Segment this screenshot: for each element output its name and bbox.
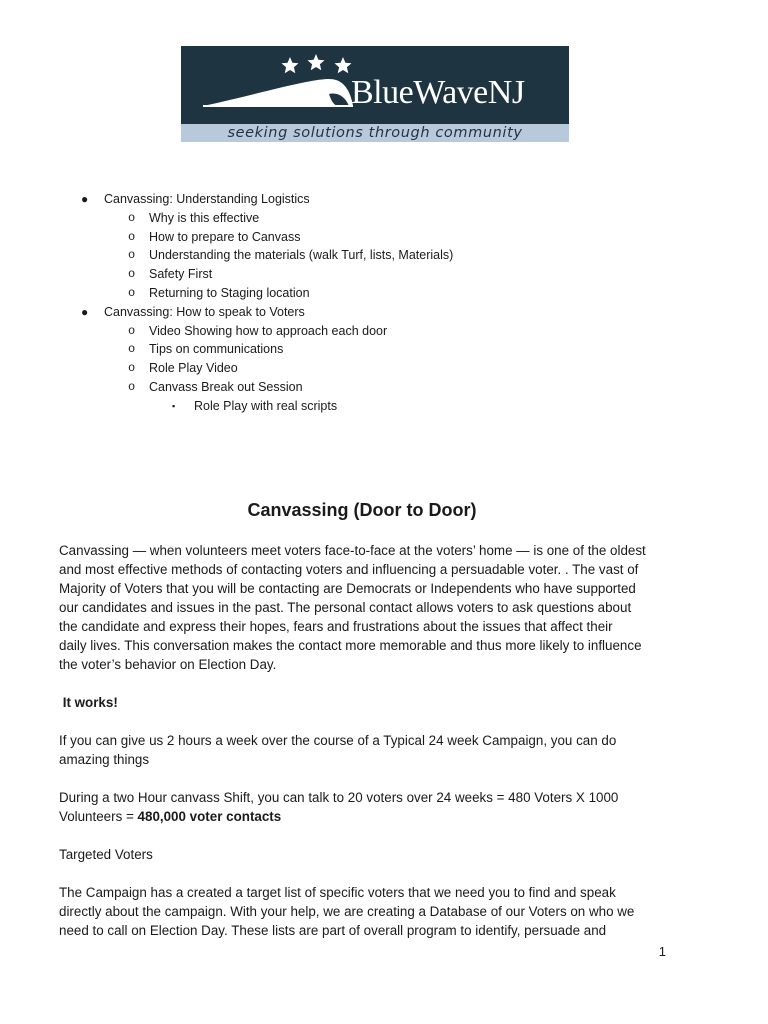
page-number: 1 <box>658 944 666 959</box>
outline-item-text: Canvassing: How to speak to Voters <box>104 304 305 319</box>
text-line: directly about the campaign. With your help, we are creating a Database of our Voters on who we <box>59 904 635 919</box>
text-line: It works! <box>59 695 118 710</box>
text-line: If you can give us 2 hours a week over the course of a Typical 24 week Campaign, you can do <box>59 733 617 748</box>
circle-bullet-icon: o <box>128 323 136 338</box>
text-line: amazing things <box>59 752 150 767</box>
intro-paragraph <box>59 541 719 674</box>
outline-subitem-text: Tips on communications <box>149 342 284 357</box>
text-line: the voter’s behavior on Election Day. <box>59 657 277 672</box>
hours-paragraph <box>59 731 719 769</box>
text-line: our candidates and issues in the past. The personal contact allows voters to ask questions about <box>59 600 632 615</box>
bullet-icon: ● <box>81 304 89 319</box>
outline-subitem <box>0 340 768 359</box>
outline-subitem-text: How to prepare to Canvass <box>149 229 301 244</box>
outline-subitem <box>0 322 768 341</box>
text-line: the candidate and express their hopes, fears and frustrations about the issues that affect their <box>59 619 613 634</box>
circle-bullet-icon: o <box>128 285 136 300</box>
text-line: Targeted Voters <box>59 847 153 862</box>
logo-tagline: seeking solutions through community <box>227 125 523 141</box>
text-line: need to call on Election Day. These lists are part of overall program to identify, persuade and <box>59 923 607 938</box>
text-line: daily lives. This conversation makes the contact more memorable and thus more likely to influence <box>59 638 642 653</box>
outline-subsubitem <box>0 397 768 416</box>
circle-bullet-icon: o <box>128 248 136 263</box>
shift-prefix: Volunteers = <box>59 809 138 824</box>
outline-subitem <box>0 265 768 284</box>
voter-contacts-total: 480,000 voter contacts <box>137 809 282 824</box>
text-line: Canvassing — when volunteers meet voters face-to-face at the voters’ home — is one of the oldest <box>59 543 646 558</box>
text-line: and most effective methods of contacting voters and influencing a persuadable voter. . The vast of <box>59 562 639 577</box>
outline-subitem-text: Safety First <box>149 267 213 282</box>
outline-subitem <box>0 359 768 378</box>
circle-bullet-icon: o <box>128 229 136 244</box>
outline-item-text: Canvassing: Understanding Logistics <box>104 192 310 206</box>
circle-bullet-icon: o <box>128 342 136 357</box>
outline-subitem-text: Why is this effective <box>149 210 260 225</box>
outline-subitem <box>0 209 768 228</box>
it-works-callout <box>59 693 719 712</box>
outline-item <box>0 303 768 322</box>
targeted-voters-heading <box>59 845 719 864</box>
outline-subitem <box>0 228 768 247</box>
bluewave-logo <box>181 46 569 142</box>
text-line: During a two Hour canvass Shift, you can talk to 20 voters over 24 weeks = 480 Voters X 1000 <box>59 790 619 805</box>
text-line: Majority of Voters that you will be contacting are Democrats or Independents who have supported <box>59 581 636 596</box>
outline-item <box>0 190 768 209</box>
section-heading: Canvassing (Door to Door) <box>247 500 477 520</box>
text-line <box>59 807 719 826</box>
outline-subitem-text: Understanding the materials (walk Turf, lists, Materials) <box>149 248 454 263</box>
outline-subsubitem-text: Role Play with real scripts <box>194 398 338 413</box>
outline-subitem <box>0 246 768 265</box>
agenda-outline <box>0 190 768 416</box>
text-line: The Campaign has a created a target list of specific voters that we need you to find and speak <box>59 885 616 900</box>
wave-icon <box>203 79 353 106</box>
shift-paragraph <box>59 788 719 826</box>
outline-subitem <box>0 378 768 397</box>
circle-bullet-icon: o <box>128 361 136 376</box>
outline-subitem-text: Canvass Break out Session <box>149 379 303 394</box>
outline-subitem-text: Returning to Staging location <box>149 285 310 300</box>
circle-bullet-icon: o <box>128 210 136 225</box>
circle-bullet-icon: o <box>128 379 136 394</box>
square-bullet-icon: ▪ <box>172 400 176 411</box>
bullet-icon: ● <box>81 192 89 206</box>
outline-subitem <box>0 284 768 303</box>
campaign-paragraph <box>59 883 719 940</box>
outline-subitem-text: Video Showing how to approach each door <box>149 323 388 338</box>
outline-subitem-text: Role Play Video <box>149 361 238 376</box>
logo-wordmark: BlueWaveNJ <box>351 74 525 111</box>
stars-icon <box>282 54 352 73</box>
circle-bullet-icon: o <box>128 267 136 282</box>
